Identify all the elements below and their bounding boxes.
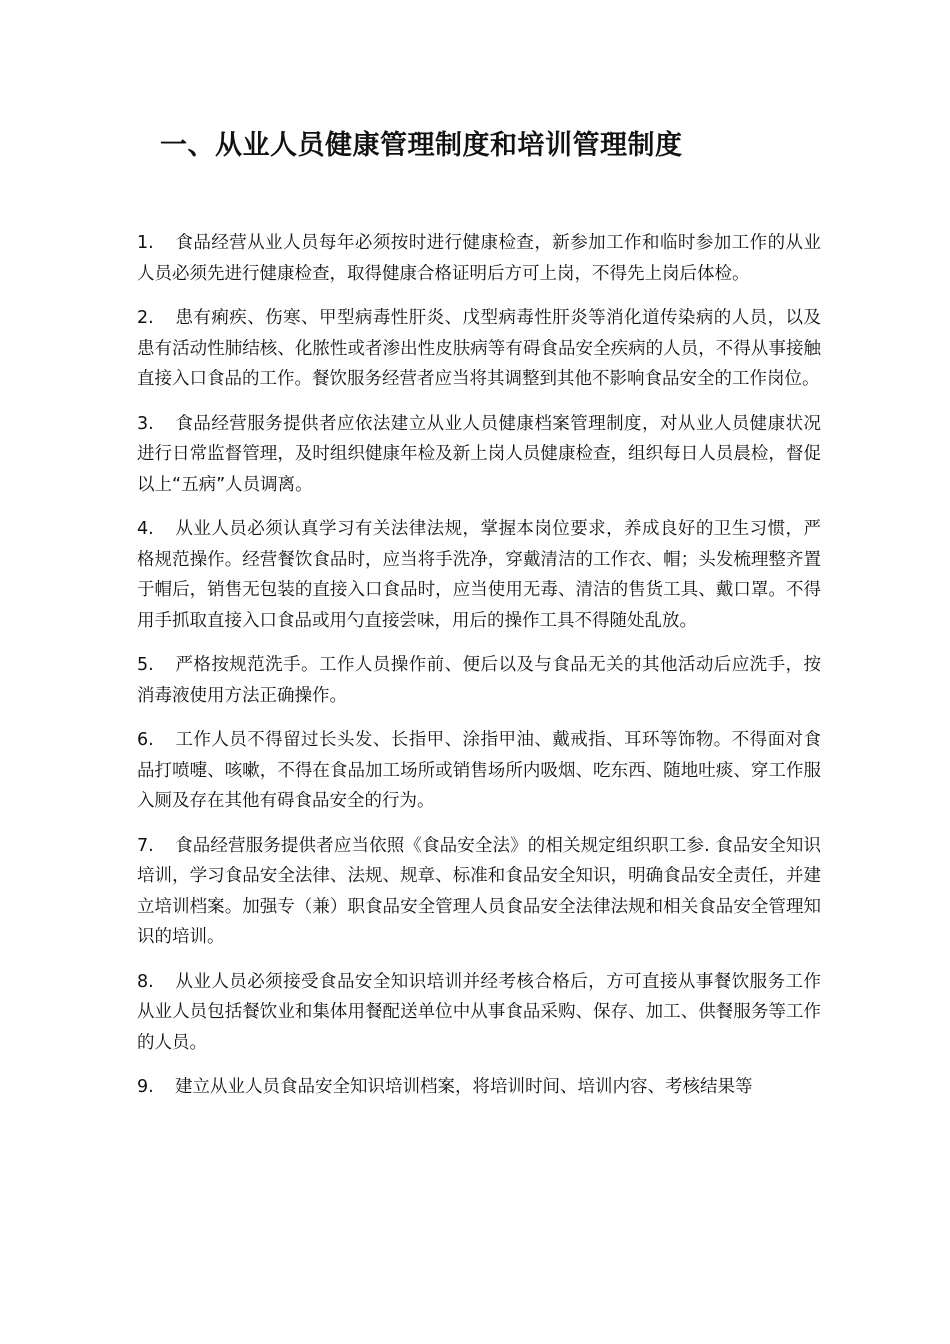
list-item: [137, 228, 821, 289]
list-item: [137, 650, 821, 711]
item-text: 严格按规范洗手。工作人员操作前、便后以及与食品无关的其他活动后应洗手，按消毒液使用方法正确操作。: [137, 655, 821, 706]
item-number: 8.: [137, 971, 154, 992]
list-item: [137, 967, 821, 1059]
item-number: 4.: [137, 519, 154, 539]
item-text: 食品经营从业人员每年必须按时进行健康检查，新参加工作和临时参加工作的从业人员必须先进行健康检查，取得健康合格证明后方可上岗，不得先上岗后体检。: [137, 233, 821, 284]
item-text: 工作人员不得留过长头发、长指甲、涂指甲油、戴戒指、耳环等饰物。不得面对食品打喷嚏、咳嗽，不得在食品加工场所或销售场所内吸烟、吃东西、随地吐痰、穿工作服入厕及存在其他有碍食品安全的行为。: [137, 730, 821, 811]
list-item: [137, 303, 821, 395]
item-text: 建立从业人员食品安全知识培训档案，将培训时间、培训内容、考核结果等: [175, 1077, 753, 1097]
page-title: 一、从业人员健康管理制度和培训管理制度: [160, 130, 683, 161]
item-number: 2.: [137, 308, 154, 328]
list-item: [137, 409, 821, 501]
item-text: 食品经营服务提供者应依法建立从业人员健康档案管理制度，对从业人员健康状况进行日常监督管理，及时组织健康年检及新上岗人员健康检查，组织每日人员晨检，督促以上“五病”人员调离。: [137, 413, 821, 495]
item-number: 7.: [137, 835, 154, 856]
item-number: 1.: [137, 233, 154, 253]
item-text: 食品经营服务提供者应当依照《食品安全法》的相关规定组织职工参. 食品安全知识培训，学习食品安全法律、法规、规章、标准和食品安全知识，明确食品安全责任，并建立培训档案。加强专（兼）职食品安全管理人员食品安全法律法规和相关食品安全管理知识的培训。: [137, 835, 821, 947]
regulation-list: [137, 228, 821, 1117]
list-item: [137, 1072, 821, 1103]
item-text: 患有痢疾、伤寒、甲型病毒性肝炎、戊型病毒性肝炎等消化道传染病的人员，以及患有活动性肺结核、化脓性或者渗出性皮肤病等有碍食品安全疾病的人员，不得从事接触直接入口食品的工作。餐饮服务经营者应当将其调整到其他不影响食品安全的工作岗位。: [137, 308, 821, 389]
list-item: [137, 514, 821, 636]
item-number: 9.: [137, 1077, 154, 1097]
item-number: 3.: [137, 413, 154, 434]
item-text: 从业人员必须接受食品安全知识培训并经考核合格后，方可直接从事餐饮服务工作从业人员包括餐饮业和集体用餐配送单位中从事食品采购、保存、加工、供餐服务等工作的人员。: [137, 971, 821, 1053]
list-item: [137, 831, 821, 953]
item-text: 从业人员必须认真学习有关法律法规，掌握本岗位要求，养成良好的卫生习惯，严格规范操作。经营餐饮食品时，应当将手洗净，穿戴清洁的工作衣、帽；头发梳理整齐置于帽后，销售无包装的直接入口食品时，应当使用无毒、清洁的售货工具、戴口罩。不得用手抓取直接入口食品或用勺直接尝味，用后的操作工具不得随处乱放。: [137, 519, 821, 631]
list-item: [137, 725, 821, 817]
item-number: 6.: [137, 730, 154, 750]
item-number: 5.: [137, 655, 154, 675]
